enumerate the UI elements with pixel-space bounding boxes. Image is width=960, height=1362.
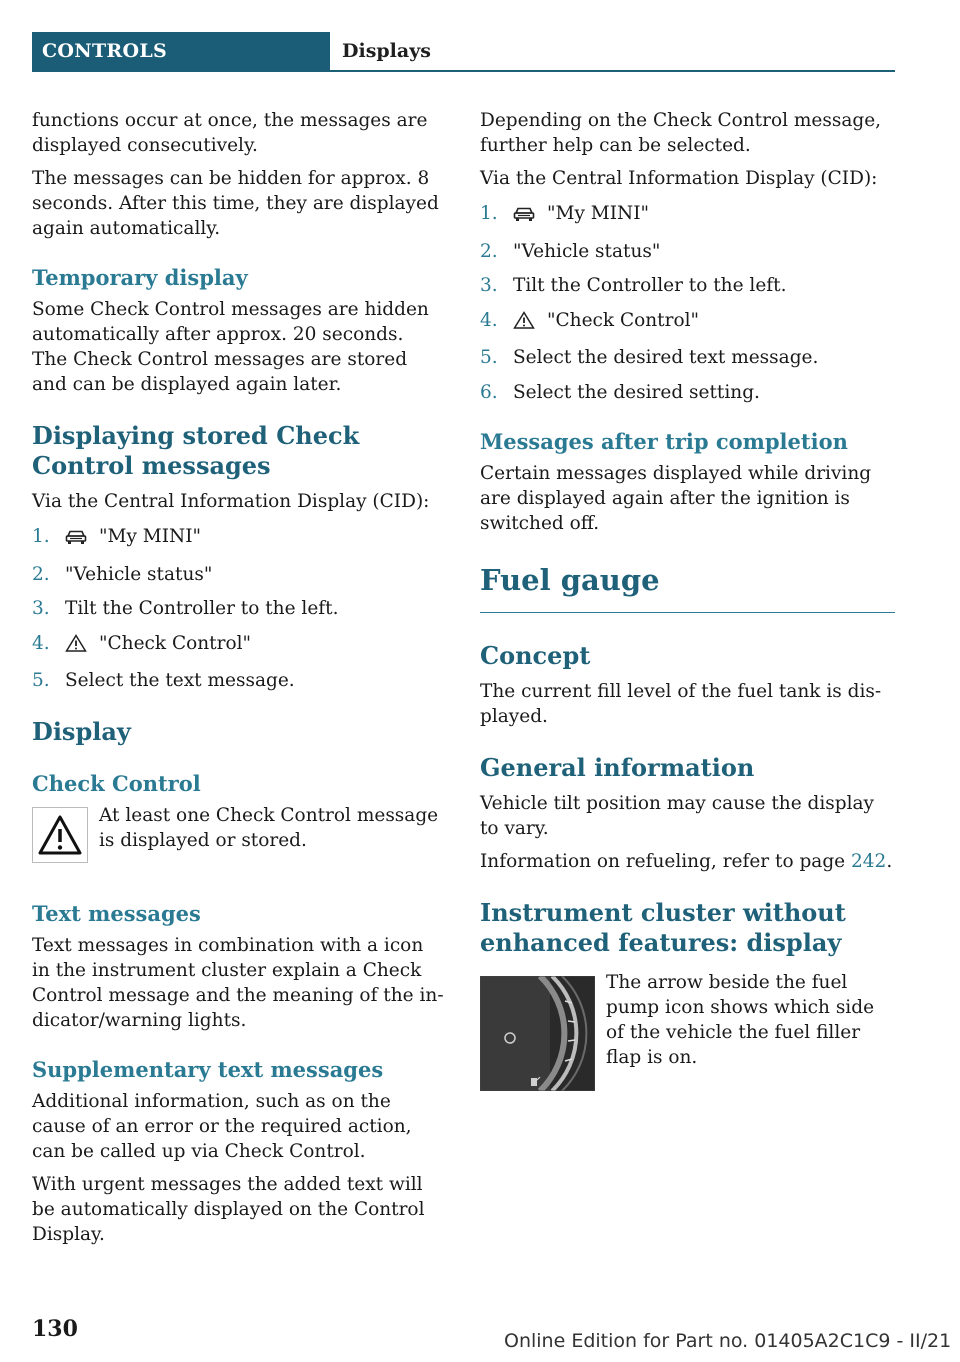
paragraph: Vehicle tilt position may cause the display to vary. — [480, 792, 875, 839]
list-item: 2. "Vehicle status" — [32, 563, 213, 585]
car-icon — [65, 527, 87, 552]
check-control-text: At least one Check Control message is displayed or stored. — [99, 805, 439, 851]
list-item: 6. Select the desired setting. — [480, 381, 760, 403]
heading-check-control: Check Control — [32, 771, 201, 796]
paragraph: Additional information, such as on the cause of an error or the required action, can be called up via Check Control. — [32, 1091, 412, 1162]
paragraph: Via the Central Information Display (CID): — [32, 491, 430, 512]
list-item: 2. "Vehicle status" — [480, 240, 661, 262]
paragraph: Text messages in combination with a icon in the instrument cluster explain a Check Control message and the meaning of the indicator/warning lights. — [32, 935, 444, 1031]
paragraph: Certain messages displayed while driving are displayed again after the ignition is switched off. — [480, 462, 872, 534]
heading-instrument-cluster: Instrument cluster without enhanced features: display — [480, 897, 846, 957]
list-item: 3. Tilt the Controller to the left. — [480, 275, 787, 296]
heading-trip-completion: Messages after trip completion — [480, 428, 848, 454]
steps-list — [32, 524, 444, 693]
warning-icon — [513, 311, 535, 336]
paragraph: Some Check Control messages are hidden automatically after approx. 20 seconds. The Check Control messages are stored and can be displayed again later. — [32, 299, 429, 395]
list-item: 1. "My MINI" — [32, 524, 444, 552]
list-item: 1. "My MINI" — [480, 201, 895, 229]
footer-edition: Online Edition for Part no. 01405A2C1C9 - II/21 — [504, 1330, 952, 1352]
fuel-gauge-block — [480, 970, 895, 1095]
paragraph: Via the Central Information Display (CID): — [480, 168, 878, 189]
header-title: Displays — [342, 40, 431, 62]
page-header — [32, 32, 895, 72]
steps-list — [480, 201, 895, 405]
paragraph: functions occur at once, the messages are displayed consecutively. — [32, 110, 428, 156]
fuel-gauge-image — [480, 976, 595, 1091]
list-item: 4. "Check Control" — [480, 308, 895, 336]
left-column — [32, 108, 444, 1255]
list-item: 4. "Check Control" — [32, 631, 444, 659]
paragraph: The current fill level of the fuel tank is displayed. — [480, 680, 882, 727]
heading-concept: Concept — [480, 640, 591, 670]
list-item: 5. Select the desired text message. — [480, 347, 819, 368]
paragraph: The messages can be hidden for approx. 8 seconds. After this time, they are displayed again automatically. — [32, 168, 439, 239]
header-section-label: CONTROLS — [32, 32, 330, 70]
warning-icon — [32, 807, 88, 863]
page-reference-link[interactable]: 242 — [851, 850, 887, 872]
paragraph: Depending on the Check Control message, further help can be selected. — [480, 110, 882, 156]
heading-supplementary: Supplementary text messages — [32, 1057, 384, 1082]
section-divider — [480, 612, 895, 613]
heading-temporary-display: Temporary display — [32, 265, 248, 290]
paragraph: With urgent messages the added text will be automatically displayed on the Control Display. — [32, 1174, 425, 1245]
check-control-block — [32, 807, 444, 877]
heading-displaying-stored: Displaying stored Check Control messages — [32, 421, 360, 480]
warning-icon — [65, 634, 87, 659]
heading-display: Display — [32, 717, 131, 746]
fuel-gauge-description: The arrow beside the fuel pump icon shows which side of the vehicle the fuel filler flap is on. — [606, 971, 875, 1068]
heading-text-messages: Text messages — [32, 901, 201, 926]
heading-general-information: General information — [480, 752, 755, 782]
right-column — [480, 108, 895, 1095]
list-item: 5. Select the text message. — [32, 670, 295, 691]
heading-fuel-gauge: Fuel gauge — [480, 562, 660, 597]
list-item: 3. Tilt the Controller to the left. — [32, 598, 339, 619]
paragraph: Information on refueling, refer to page 242. — [480, 850, 893, 872]
page-number: 130 — [32, 1316, 78, 1342]
car-icon — [513, 204, 535, 229]
